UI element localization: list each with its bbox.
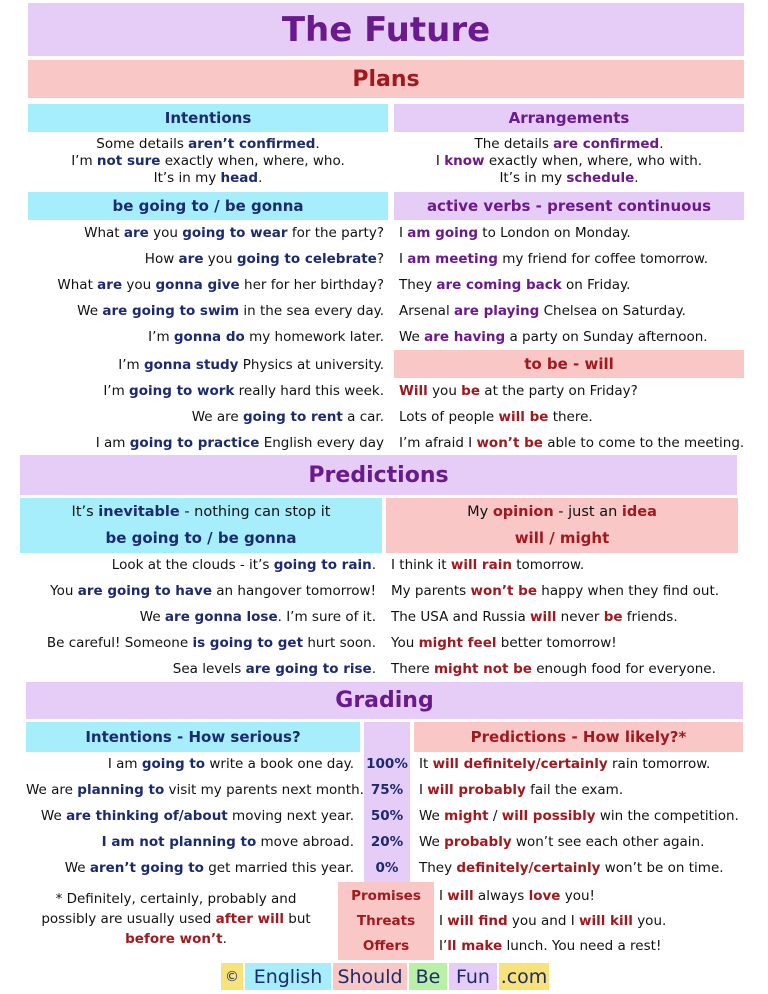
how-likely-example: They definitely/certainly won’t be on time. bbox=[419, 860, 724, 876]
how-serious-example: I am not planning to move abroad. bbox=[101, 834, 354, 850]
present-continuous-example: Arsenal are playing Chelsea on Saturday. bbox=[399, 303, 686, 319]
how-likely-example: It will definitely/certainly rain tomorrow. bbox=[419, 756, 711, 772]
arrangements-line: The details are confirmed. bbox=[474, 136, 664, 152]
going-to-example: How are you going to celebrate? bbox=[144, 251, 384, 267]
note-line: before won’t. bbox=[125, 931, 227, 947]
will-use-label: Offers bbox=[362, 938, 410, 954]
will-example: Will you be at the party on Friday? bbox=[399, 383, 638, 399]
arrangements-line: It’s in my schedule. bbox=[499, 170, 639, 186]
arrangements-line: I know exactly when, where, who with. bbox=[435, 153, 703, 169]
how-serious-example: We are planning to visit my parents next month. bbox=[26, 782, 364, 798]
going-to-header bbox=[28, 192, 388, 220]
intentions-header bbox=[28, 104, 388, 132]
going-to-example: I’m gonna study Physics at university. bbox=[118, 357, 384, 373]
how-serious-label: Intentions - How serious? bbox=[85, 728, 301, 746]
inevitable-sub: be going to / be gonna bbox=[105, 529, 297, 547]
going-to-example: We are going to rent a car. bbox=[191, 409, 384, 425]
inevitable-example: Sea levels are going to rise. bbox=[172, 661, 376, 677]
percentage-value: 50% bbox=[370, 808, 404, 824]
intentions-label: Intentions bbox=[164, 109, 252, 127]
opinion-example: There might not be enough food for everyone. bbox=[391, 661, 716, 677]
logo-word-fun: Fun bbox=[449, 963, 497, 990]
how-serious-example: I am going to write a book one day. bbox=[107, 756, 354, 772]
going-to-example: I’m going to work really hard this week. bbox=[103, 383, 384, 399]
inevitable-header bbox=[20, 498, 382, 553]
logo-word-english: English bbox=[245, 963, 331, 990]
predictions-banner bbox=[20, 455, 737, 495]
how-serious-header bbox=[26, 722, 360, 752]
going-to-example: We are going to swim in the sea every day. bbox=[77, 303, 384, 319]
inevitable-example: We are gonna lose. I’m sure of it. bbox=[139, 609, 376, 625]
percentage-value: 20% bbox=[370, 834, 404, 850]
how-likely-header bbox=[414, 722, 743, 752]
going-to-example: I’m gonna do my homework later. bbox=[148, 329, 384, 345]
arrangements-label: Arrangements bbox=[508, 109, 630, 127]
inevitable-example: Be careful! Someone is going to get hurt soon. bbox=[46, 635, 376, 651]
logo-word-be: Be bbox=[409, 963, 447, 990]
opinion-example: You might feel better tomorrow! bbox=[391, 635, 617, 651]
title-banner bbox=[28, 3, 744, 56]
intentions-line: I’m not sure exactly when, where, who. bbox=[71, 153, 345, 169]
intentions-line: It’s in my head. bbox=[153, 170, 263, 186]
opinion-example: I think it will rain tomorrow. bbox=[391, 557, 585, 573]
inevitable-example: Look at the clouds - it’s going to rain. bbox=[111, 557, 376, 573]
plans-banner bbox=[28, 60, 744, 98]
will-header bbox=[394, 350, 744, 378]
opinion-example: My parents won’t be happy when they find out. bbox=[391, 583, 720, 599]
going-to-example: What are you going to wear for the party? bbox=[84, 225, 384, 241]
percentage-value: 75% bbox=[370, 782, 404, 798]
copyright-mark: © bbox=[221, 963, 243, 990]
present-continuous-example: I am going to London on Monday. bbox=[399, 225, 631, 241]
inevitable-example: You are going to have an hangover tomorrow! bbox=[50, 583, 376, 599]
will-use-example: I will find you and I will kill you. bbox=[439, 913, 667, 929]
logo-word-should: Should bbox=[333, 963, 407, 990]
will-example: I’m afraid I won’t be able to come to the meeting. bbox=[399, 435, 745, 451]
will-label: to be - will bbox=[524, 355, 614, 373]
present-continuous-label: active verbs - present continuous bbox=[426, 197, 712, 215]
percentage-value: 0% bbox=[375, 860, 399, 876]
inevitable-label: It’s inevitable - nothing can stop it bbox=[71, 504, 331, 520]
percentage-value: 100% bbox=[366, 756, 408, 772]
how-likely-example: We probably won’t see each other again. bbox=[419, 834, 705, 850]
predictions-heading: Predictions bbox=[308, 462, 449, 488]
will-use-label: Promises bbox=[351, 888, 421, 904]
how-likely-example: We might / will possibly win the competition. bbox=[419, 808, 739, 824]
how-likely-example: I will probably fail the exam. bbox=[419, 782, 624, 798]
going-to-example: What are you gonna give her for her birthday? bbox=[57, 277, 384, 293]
will-example: Lots of people will be there. bbox=[399, 409, 593, 425]
intentions-line: Some details aren’t confirmed. bbox=[96, 136, 320, 152]
present-continuous-example: I am meeting my friend for coffee tomorrow. bbox=[399, 251, 709, 267]
note-line: * Definitely, certainly, probably and bbox=[55, 891, 297, 907]
how-serious-example: We are thinking of/about moving next year. bbox=[40, 808, 354, 824]
opinion-sub: will / might bbox=[514, 529, 610, 547]
how-likely-label: Predictions - How likely?* bbox=[470, 728, 687, 746]
will-use-example: I’ll make lunch. You need a rest! bbox=[439, 938, 662, 954]
adverb-note bbox=[26, 889, 326, 949]
opinion-example: The USA and Russia will never be friends. bbox=[391, 609, 678, 625]
present-continuous-header bbox=[394, 192, 744, 220]
arrangements-header bbox=[394, 104, 744, 132]
percentage-column bbox=[364, 722, 410, 882]
going-to-label: be going to / be gonna bbox=[112, 197, 304, 215]
going-to-example: I am going to practice English every day bbox=[95, 435, 384, 451]
opinion-label: My opinion - just an idea bbox=[467, 504, 657, 520]
note-line: possibly are usually used after will but bbox=[41, 911, 311, 927]
plans-heading: Plans bbox=[352, 66, 420, 92]
present-continuous-example: They are coming back on Friday. bbox=[399, 277, 631, 293]
grading-heading: Grading bbox=[335, 688, 434, 713]
grading-banner bbox=[26, 682, 743, 719]
how-serious-example: We aren’t going to get married this year. bbox=[64, 860, 354, 876]
logo-word-com: .com bbox=[499, 963, 549, 990]
will-use-label: Threats bbox=[356, 913, 416, 929]
page-title: The Future bbox=[281, 9, 491, 50]
present-continuous-example: We are having a party on Sunday afternoon. bbox=[399, 329, 708, 345]
will-use-example: I will always love you! bbox=[439, 888, 595, 904]
opinion-header bbox=[386, 498, 738, 553]
